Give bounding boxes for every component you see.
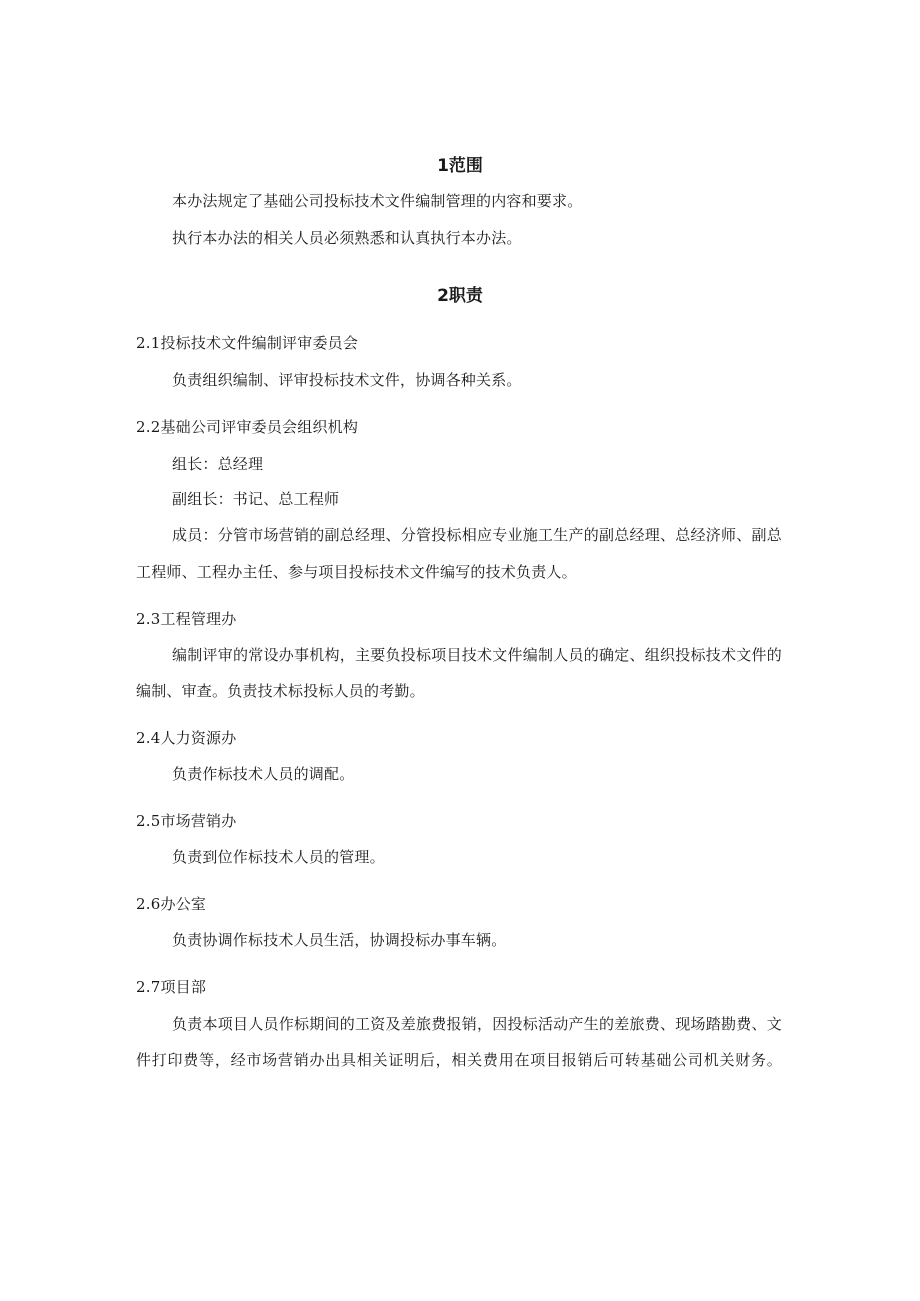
section-1-paragraph: 本办法规定了基础公司投标技术文件编制管理的内容和要求。 xyxy=(172,192,583,210)
subsection-title: 2.1投标技术文件编制评审委员会 xyxy=(136,334,359,352)
subsection-text: 组长：总经理 xyxy=(172,455,264,473)
subsection-text: 负责协调作标技术人员生活，协调投标办事车辆。 xyxy=(172,931,507,949)
subsection-title: 2.6办公室 xyxy=(136,895,207,913)
subsection-title: 2.4人力资源办 xyxy=(136,729,237,747)
subsection-text: 副组长：书记、总工程师 xyxy=(172,490,340,508)
subsection-title: 2.2基础公司评审委员会组织机构 xyxy=(136,418,359,436)
subsection-text: 编制、审查。负责技术标投标人员的考勤。 xyxy=(136,682,425,700)
subsection-title: 2.3工程管理办 xyxy=(136,610,237,628)
subsection-title: 2.5市场营销办 xyxy=(136,812,237,830)
section-1-heading: 1范围 xyxy=(437,156,483,176)
subsection-text: 编制评审的常设办事机构，主要负投标项目技术文件编制人员的确定、组织投标技术文件的 xyxy=(172,646,782,664)
subsection-text: 负责到位作标技术人员的管理。 xyxy=(172,848,385,866)
section-2-heading: 2职责 xyxy=(437,286,483,306)
subsection-text: 件打印费等，经市场营销办出具相关证明后，相关费用在项目报销后可转基础公司机关财务。 xyxy=(136,1051,782,1069)
subsection-text: 工程师、工程办主任、参与项目投标技术文件编写的技术负责人。 xyxy=(136,563,577,581)
subsection-text: 负责本项目人员作标期间的工资及差旅费报销，因投标活动产生的差旅费、现场踏勘费、文 xyxy=(172,1015,782,1033)
subsection-text: 成员：分管市场营销的副总经理、分管投标相应专业施工生产的副总经理、总经济师、副总 xyxy=(172,526,782,544)
subsection-title: 2.7项目部 xyxy=(136,978,207,996)
section-1-paragraph: 执行本办法的相关人员必须熟悉和认真执行本办法。 xyxy=(172,229,522,247)
subsection-text: 负责作标技术人员的调配。 xyxy=(172,765,355,783)
subsection-text: 负责组织编制、评审投标技术文件，协调各种关系。 xyxy=(172,371,522,389)
